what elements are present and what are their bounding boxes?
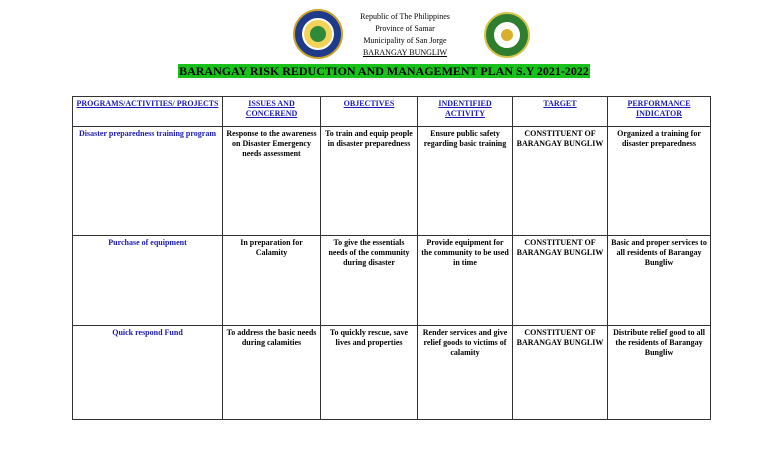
cell-indicator: Basic and proper services to all residents of Barangay Bungliw: [608, 236, 711, 326]
cell-indicator: Organized a training for disaster preparedness: [608, 127, 711, 236]
col-header-programs: PROGRAMS/ACTIVITIES/ PROJECTS: [73, 97, 223, 127]
col-header-target: TARGET: [513, 97, 608, 127]
col-header-issues: ISSUES AND CONCEREND: [223, 97, 321, 127]
table-row: [73, 236, 711, 326]
col-header-objectives: OBJECTIVES: [321, 97, 418, 127]
table-row: [73, 127, 711, 236]
table-row: [73, 326, 711, 420]
cell-program: Quick respond Fund: [73, 326, 223, 420]
col-header-activity: INDENTIFIED ACTIVITY: [418, 97, 513, 127]
cell-objective: To train and equip people in disaster preparedness: [321, 127, 418, 236]
barangay-seal-icon: [293, 9, 343, 59]
cell-target: CONSTITUENT OF BARANGAY BUNGLIW: [513, 236, 608, 326]
cell-program: Disaster preparedness training program: [73, 127, 223, 236]
cell-issue: Response to the awareness on Disaster Emergency needs assessment: [223, 127, 321, 236]
cell-program: Purchase of equipment: [73, 236, 223, 326]
cell-activity: Ensure public safety regarding basic training: [418, 127, 513, 236]
cell-activity: Render services and give relief goods to victims of calamity: [418, 326, 513, 420]
document-title: BARANGAY RISK REDUCTION AND MANAGEMENT PLAN S.Y 2021-2022: [179, 64, 589, 78]
header-municipality: Municipality of San Jorge: [363, 36, 447, 45]
col-header-indicator: PERFORMANCE INDICATOR: [608, 97, 711, 127]
municipality-seal-icon: [484, 12, 530, 58]
cell-objective: To give the essentials needs of the community during disaster: [321, 236, 418, 326]
header-province: Province of Samar: [375, 24, 435, 33]
header-republic: Republic of The Philippines: [360, 12, 450, 21]
cell-target: CONSTITUENT OF BARANGAY BUNGLIW: [513, 127, 608, 236]
header-barangay: BARANGAY BUNGLIW: [362, 48, 448, 57]
cell-activity: Provide equipment for the community to be used in time: [418, 236, 513, 326]
cell-issue: To address the basic needs during calamities: [223, 326, 321, 420]
plan-table: [72, 96, 711, 420]
table-header-row: [73, 97, 711, 127]
cell-indicator: Distribute relief good to all the residents of Barangay Bungliw: [608, 326, 711, 420]
cell-objective: To quickly rescue, save lives and properties: [321, 326, 418, 420]
cell-target: CONSTITUENT OF BARANGAY BUNGLIW: [513, 326, 608, 420]
cell-issue: In preparation for Calamity: [223, 236, 321, 326]
